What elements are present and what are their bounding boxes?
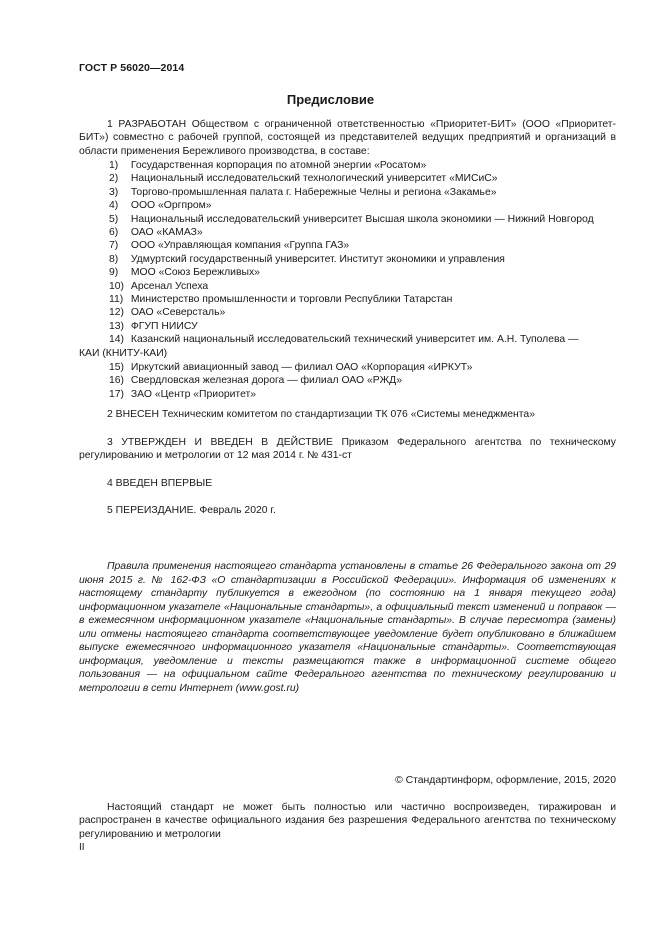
section-3: 3 УТВЕРЖДЕН И ВВЕДЕН В ДЕЙСТВИЕ Приказом Федерального агентства по техническому регулированию и метрологии от 12 мая 2014 г. № 431-ст [79, 437, 616, 462]
copyright: © Стандартинформ, оформление, 2015, 2020 [395, 775, 616, 786]
list-item: 6) ОАО «КАМАЗ» [109, 227, 203, 239]
list-item: 8) Удмуртский государственный университет. Институт экономики и управления [109, 253, 505, 265]
reproduction-note: Настоящий стандарт не может быть полностью или частично воспроизведен, тиражирован и распространен в качестве официального издания без разрешения Федерального агентства по техническому регулированию и метрологии [79, 802, 616, 840]
list-item: 7) ООО «Управляющая компания «Группа ГАЗ» [109, 240, 350, 252]
section-1-intro: 1 РАЗРАБОТАН Обществом с ограниченной ответственностью «Приоритет-БИТ» (ООО «Приоритет-БИТ») совместно с рабочей группой, состоящей из представителей ведущих предприятий и организаций в области применения Бережливого производства, в составе: [79, 119, 616, 157]
list-item: 14) Казанский национальный исследовательский технический университет им. А.Н. Туполева — [109, 334, 579, 346]
organizations-list [109, 159, 616, 347]
gost-code: ГОСТ Р 56020—2014 [79, 62, 185, 74]
list-item: 13) ФГУП НИИСУ [109, 320, 198, 332]
list-item: 10) Арсенал Успеха [109, 280, 209, 292]
list-item: 1) Государственная корпорация по атомной энергии «Росатом» [109, 160, 427, 171]
list-item-continuation: КАИ (КНИТУ-КАИ) [79, 348, 168, 359]
section-4: 4 ВВЕДЕН ВПЕРВЫЕ [107, 478, 213, 489]
list-item: 5) Национальный исследовательский университет Высшая школа экономики — Нижний Новгород [109, 213, 594, 225]
section-5: 5 ПЕРЕИЗДАНИЕ. Февраль 2020 г. [107, 505, 276, 516]
list-item: 4) ООО «Оргпром» [109, 200, 212, 212]
list-item: 11) Министерство промышленности и торговли Республики Татарстан [109, 294, 453, 306]
list-item: 9) МОО «Союз Бережливых» [109, 267, 260, 279]
page-number: II [79, 842, 85, 853]
list-item: 15) Иркутский авиационный завод — филиал ОАО «Корпорация «ИРКУТ» [109, 362, 473, 373]
section-2: 2 ВНЕСЕН Техническим комитетом по стандартизации ТК 076 «Системы менеджмента» [107, 409, 535, 420]
list-item: 3) Торгово-промышленная палата г. Набережные Челны и региона «Закамье» [109, 186, 497, 198]
list-item: 2) Национальный исследовательский технологический университет «МИСиС» [109, 173, 498, 185]
rules-note: Правила применения настоящего стандарта установлены в статье 26 Федерального закона от 29 июня 2015 г. № 162-ФЗ «О стандартизации в Российской Федерации». Информация об изменениях к настоящему стандарту публикуется в ежегодном (по состоянию на 1 января текущего года) информационном указателе «Национальные стандарты», а официальный текст изменений и поправок — в ежемесячном информационном указателе «Национальные стандарты». В случае пересмотра (замены) или отмены настоящего стандарта соответствующее уведомление будет опубликовано в ближайшем выпуске ежемесячного информационного указателя «Национальные стандарты». Соответствующая информация, уведомление и тексты размещаются также в информационной системе общего пользования — на официальном сайте Федерального агентства по техническому регулированию и метрологии в сети Интернет (www.gost.ru) [79, 561, 616, 694]
list-item: 16) Свердловская железная дорога — филиал ОАО «РЖД» [109, 375, 402, 387]
organizations-list-tail [109, 361, 616, 401]
list-item: 12) ОАО «Северсталь» [109, 307, 226, 319]
page-title: Предисловие [286, 92, 375, 107]
list-item: 17) ЗАО «Центр «Приоритет» [109, 388, 257, 400]
